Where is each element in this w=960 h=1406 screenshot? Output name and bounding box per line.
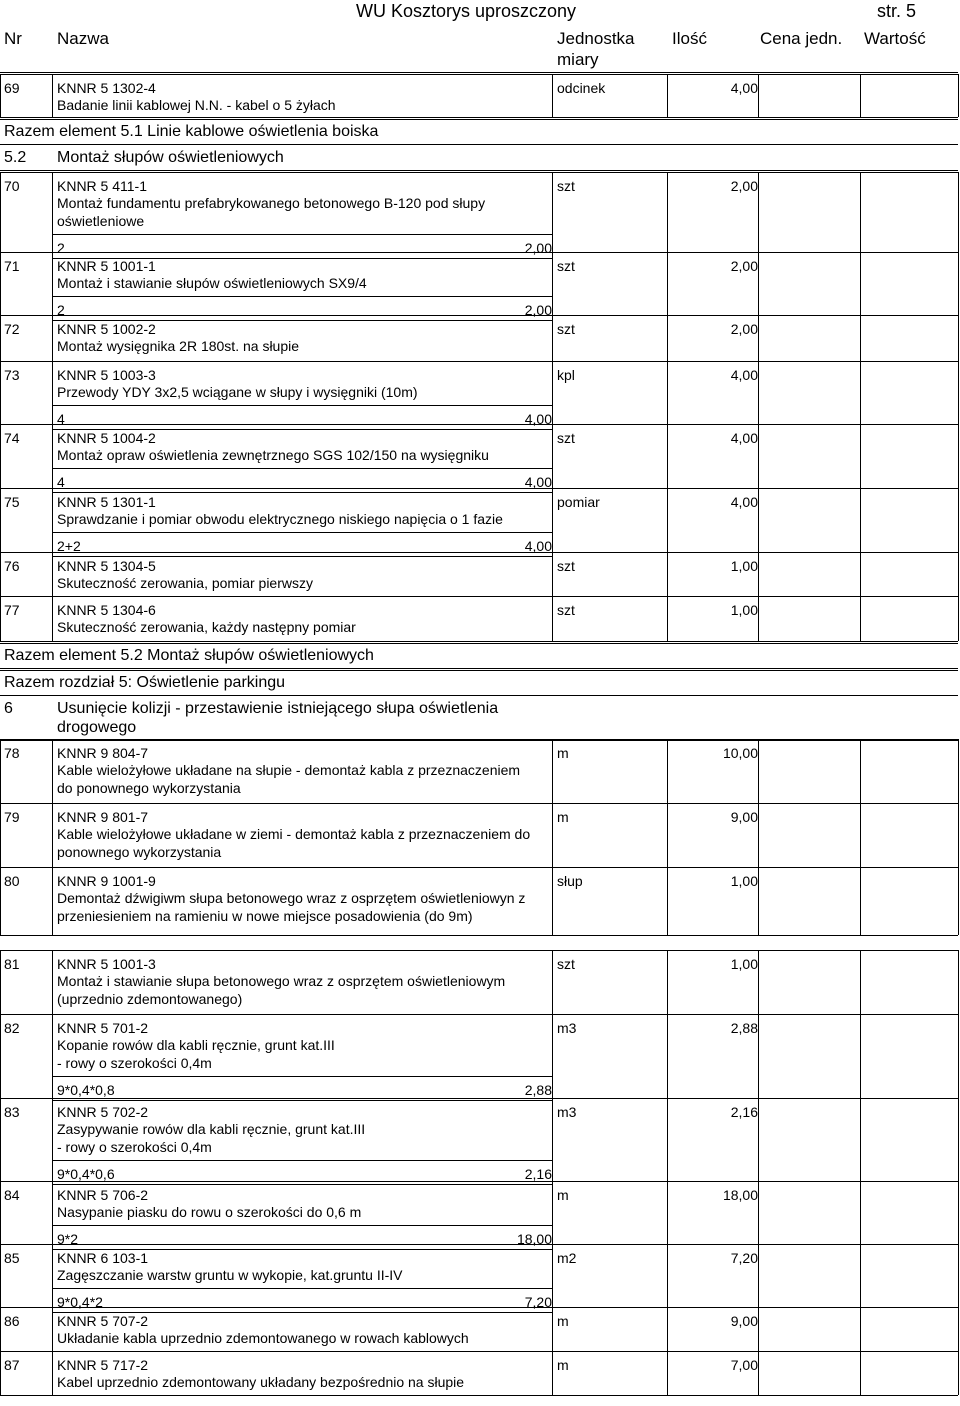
item-description: Montaż fundamentu prefabrykowanego betonowego B-120 pod słupy (57, 195, 486, 211)
item-quantity: 4,00 (730, 80, 758, 96)
element-title: Montaż słupów oświetleniowych (57, 149, 284, 166)
item-unit: m (557, 1313, 569, 1329)
item-unit: odcinek (557, 80, 606, 96)
col-header-cena: Cena jedn. (760, 29, 843, 48)
item-number: 84 (4, 1187, 20, 1203)
item-quantity: 9,00 (730, 1313, 758, 1329)
item-code: KNNR 5 1302-4 (57, 80, 156, 96)
item-description: Zasypywanie rowów dla kabli ręcznie, grunt kat.III (57, 1121, 366, 1137)
section-title: Usunięcie kolizji - przestawienie istniejącego słupa oświetlenia (57, 700, 499, 717)
summary-text: Razem rozdział 5: Oświetlenie parkingu (4, 674, 286, 691)
item-description: przeniesieniem na ramieniu w nowe miejsce posadowienia (do 9m) (57, 908, 473, 924)
item-number: 74 (4, 430, 20, 446)
section-number: 6 (4, 700, 13, 717)
item-unit: szt (557, 602, 575, 618)
item-unit: m2 (557, 1250, 577, 1266)
item-code: KNNR 5 1304-6 (57, 602, 156, 618)
item-description: Skuteczność zerowania, każdy następny pomiar (57, 619, 356, 635)
item-unit: m3 (557, 1104, 577, 1120)
item-code: KNNR 5 1002-2 (57, 321, 156, 337)
item-description: Kabel uprzednio zdemontowany układany bezpośrednio na słupie (57, 1374, 465, 1390)
item-quantity: 2,00 (730, 321, 758, 337)
item-number: 77 (4, 602, 20, 618)
calc-expression: 9*0,4*0,6 (57, 1166, 115, 1182)
item-number: 85 (4, 1250, 20, 1266)
item-code: KNNR 5 707-2 (57, 1313, 149, 1329)
item-quantity: 4,00 (730, 430, 758, 446)
calc-expression: 4 (57, 411, 65, 427)
calc-value: 4,00 (524, 538, 552, 554)
item-unit: szt (557, 178, 575, 194)
item-quantity: 2,16 (730, 1104, 758, 1120)
item-code: KNNR 5 702-2 (57, 1104, 149, 1120)
item-description: Badanie linii kablowej N.N. - kabel o 5 żyłach (57, 97, 336, 113)
item-number: 71 (4, 258, 20, 274)
calc-value: 4,00 (524, 411, 552, 427)
item-description: Sprawdzanie i pomiar obwodu elektrycznego niskiego napięcia o 1 fazie (57, 511, 503, 527)
item-number: 79 (4, 809, 20, 825)
calc-expression: 2 (57, 240, 65, 256)
item-description: (uprzednio zdemontowanego) (57, 991, 243, 1007)
col-header-ilosc: Ilość (672, 29, 707, 48)
item-number: 78 (4, 745, 20, 761)
item-unit: szt (557, 258, 575, 274)
item-description: Kable wielożyłowe układane na słupie - demontaż kabla z przeznaczeniem (57, 762, 521, 778)
item-description: Skuteczność zerowania, pomiar pierwszy (57, 575, 313, 591)
section-title: drogowego (57, 719, 137, 736)
item-unit: kpl (557, 367, 575, 383)
item-quantity: 4,00 (730, 367, 758, 383)
item-quantity: 10,00 (722, 745, 758, 761)
item-description: Demontaż dźwigiwm słupa betonowego wraz z osprzętem oświetleniowyn z (57, 890, 526, 906)
item-code: KNNR 5 701-2 (57, 1020, 149, 1036)
calc-expression: 9*2 (57, 1231, 79, 1247)
item-number: 72 (4, 321, 20, 337)
item-quantity: 7,20 (730, 1250, 758, 1266)
item-number: 83 (4, 1104, 20, 1120)
item-quantity: 1,00 (730, 956, 758, 972)
col-header-wartosc: Wartość (864, 29, 926, 48)
item-unit: m (557, 1187, 569, 1203)
item-description: oświetleniowe (57, 213, 145, 229)
item-quantity: 2,00 (730, 178, 758, 194)
item-code: KNNR 5 1301-1 (57, 494, 156, 510)
item-quantity: 1,00 (730, 602, 758, 618)
page-number: str. 5 (877, 1, 917, 21)
calc-value: 2,88 (524, 1082, 552, 1098)
calc-value: 18,00 (516, 1231, 552, 1247)
col-header-jednostka: Jednostka (557, 29, 635, 48)
item-quantity: 4,00 (730, 494, 758, 510)
item-code: KNNR 5 717-2 (57, 1357, 149, 1373)
item-quantity: 1,00 (730, 873, 758, 889)
item-number: 87 (4, 1357, 20, 1373)
col-header-nazwa: Nazwa (57, 29, 109, 48)
item-description: Układanie kabla uprzednio zdemontowanego w rowach kablowych (57, 1330, 469, 1346)
item-number: 86 (4, 1313, 20, 1329)
summary-text: Razem element 5.2 Montaż słupów oświetleniowych (4, 647, 374, 664)
item-code: KNNR 5 1001-3 (57, 956, 156, 972)
item-quantity: 1,00 (730, 558, 758, 574)
item-code: KNNR 5 411-1 (57, 178, 148, 194)
item-quantity: 18,00 (722, 1187, 758, 1203)
item-description: Kopanie rowów dla kabli ręcznie, grunt kat.III (57, 1037, 335, 1053)
item-description: Montaż i stawianie słupów oświetleniowych SX9/4 (57, 275, 367, 291)
col-header-nr: Nr (4, 29, 22, 48)
item-unit: szt (557, 558, 575, 574)
calc-value: 4,00 (524, 474, 552, 490)
item-code: KNNR 6 103-1 (57, 1250, 149, 1266)
item-unit: m3 (557, 1020, 577, 1036)
item-code: KNNR 9 804-7 (57, 745, 149, 761)
item-description: Przewody YDY 3x2,5 wciągane w słupy i wysięgniki (10m) (57, 384, 418, 400)
item-code: KNNR 5 1001-1 (57, 258, 156, 274)
calc-expression: 9*0,4*0,8 (57, 1082, 115, 1098)
item-quantity: 9,00 (730, 809, 758, 825)
item-code: KNNR 5 1004-2 (57, 430, 156, 446)
item-number: 75 (4, 494, 20, 510)
item-description: - rowy o szerokości 0,4m (57, 1139, 212, 1155)
item-number: 70 (4, 178, 20, 194)
item-number: 76 (4, 558, 20, 574)
summary-text: Razem element 5.1 Linie kablowe oświetlenia boiska (4, 123, 379, 140)
item-quantity: 2,00 (730, 258, 758, 274)
calc-value: 2,00 (524, 302, 552, 318)
item-description: do ponownego wykorzystania (57, 780, 241, 796)
item-description: Nasypanie piasku do rowu o szerokości do 0,6 m (57, 1204, 362, 1220)
calc-expression: 9*0,4*2 (57, 1294, 103, 1310)
item-unit: m (557, 745, 569, 761)
item-number: 81 (4, 956, 20, 972)
item-unit: szt (557, 430, 575, 446)
item-description: Montaż opraw oświetlenia zewnętrznego SGS 102/150 na wysięgniku (57, 447, 489, 463)
item-number: 69 (4, 80, 20, 96)
item-quantity: 7,00 (730, 1357, 758, 1373)
item-description: Montaż wysięgnika 2R 180st. na słupie (57, 338, 300, 354)
calc-expression: 2+2 (57, 538, 81, 554)
item-description: Zagęszczanie warstw gruntu w wykopie, kat.gruntu II-IV (57, 1267, 403, 1283)
calc-value: 2,00 (524, 240, 552, 256)
item-code: KNNR 5 1304-5 (57, 558, 156, 574)
item-description: - rowy o szerokości 0,4m (57, 1055, 212, 1071)
item-number: 80 (4, 873, 20, 889)
col-header-miary: miary (557, 50, 599, 69)
item-code: KNNR 5 706-2 (57, 1187, 149, 1203)
item-unit: pomiar (557, 494, 600, 510)
item-unit: słup (557, 873, 583, 889)
item-quantity: 2,88 (730, 1020, 758, 1036)
item-code: KNNR 9 1001-9 (57, 873, 156, 889)
item-number: 73 (4, 367, 20, 383)
item-unit: szt (557, 956, 575, 972)
item-unit: szt (557, 321, 575, 337)
item-description: ponownego wykorzystania (57, 844, 222, 860)
item-code: KNNR 5 1003-3 (57, 367, 156, 383)
document-title: WU Kosztorys uproszczony (356, 1, 577, 21)
item-unit: m (557, 809, 569, 825)
calc-expression: 4 (57, 474, 65, 490)
calc-value: 2,16 (524, 1166, 552, 1182)
calc-value: 7,20 (524, 1294, 552, 1310)
calc-expression: 2 (57, 302, 65, 318)
item-code: KNNR 9 801-7 (57, 809, 149, 825)
item-unit: m (557, 1357, 569, 1373)
element-number: 5.2 (4, 149, 27, 166)
item-description: Montaż i stawianie słupa betonowego wraz z osprzętem oświetleniowym (57, 973, 506, 989)
item-description: Kable wielożyłowe układane w ziemi - demontaż kabla z przeznaczeniem do (57, 826, 531, 842)
item-number: 82 (4, 1020, 20, 1036)
